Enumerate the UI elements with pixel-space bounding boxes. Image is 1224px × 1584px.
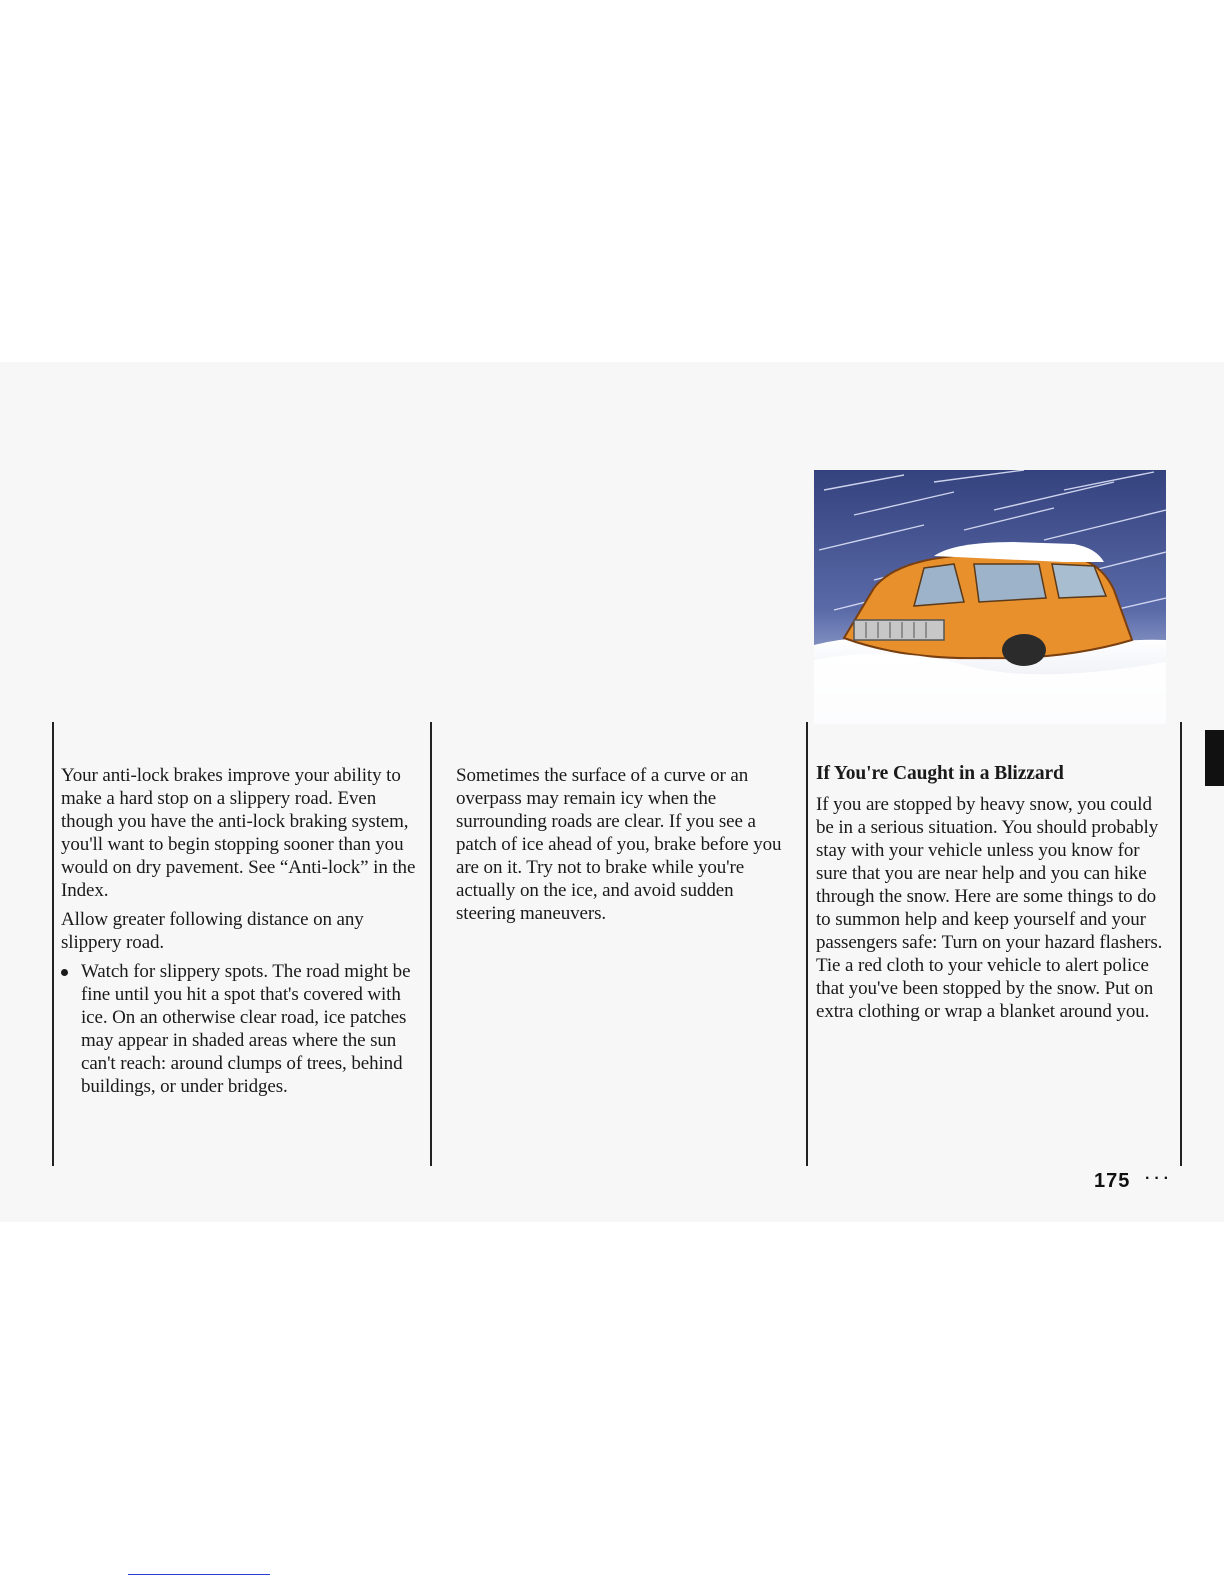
page-number: 175: [1094, 1170, 1131, 1192]
snowbound-car-illustration: [814, 470, 1166, 724]
paragraph-blizzard: If you are stopped by heavy snow, you could be in a serious situation. You should probably stay with your vehicle unless you know for sure that you are near help and you can hike through the snow. Here are some things to do to summon help and keep yourself and your passengers safe: Turn on your hazard flashers. Tie a red cloth to your vehicle to alert police that you've been stopped by the snow. Put on extra clothing or wrap a blanket around you.: [816, 794, 1163, 1022]
page-dots: ···: [1145, 1170, 1173, 1187]
section-thumb-tab: [1205, 730, 1224, 786]
footer-rule: [128, 1574, 270, 1575]
column-left: [61, 764, 421, 1098]
column-rule-left: [52, 722, 54, 1166]
paragraph-following-distance: Allow greater following distance on any slippery road.: [61, 909, 364, 953]
bullet-list: [61, 960, 421, 1098]
column-rule-edge: [1180, 722, 1182, 1166]
column-right: [816, 762, 1170, 1029]
paragraph-anti-lock: Your anti-lock brakes improve your ability to make a hard stop on a slippery road. Even though you have the anti-lock braking system, you'll want to begin stopping sooner than you would on dry pavement. See “Anti-lock” in the Index.: [61, 765, 416, 901]
bullet-text: Watch for slippery spots. The road might be fine until you hit a spot that's covered with ice. On an otherwise clear road, ice patches may appear in shaded areas where the sun can't reach: around clumps of trees, behind buildings, or under bridges.: [81, 961, 411, 1097]
column-rule-right: [806, 722, 808, 1166]
column-rule-middle: [430, 722, 432, 1166]
snowbound-car-icon: [814, 470, 1166, 724]
bullet-dot-icon: [61, 969, 68, 976]
section-heading: If You're Caught in a Blizzard: [816, 763, 1064, 784]
paragraph-icy-curve: Sometimes the surface of a curve or an overpass may remain icy when the surrounding roads are clear. If you see a patch of ice ahead of you, brake before you are on it. Try not to brake while you're actually on the ice, and avoid sudden steering maneuvers.: [456, 765, 782, 924]
list-item: [61, 960, 421, 1098]
column-middle: [456, 764, 792, 931]
